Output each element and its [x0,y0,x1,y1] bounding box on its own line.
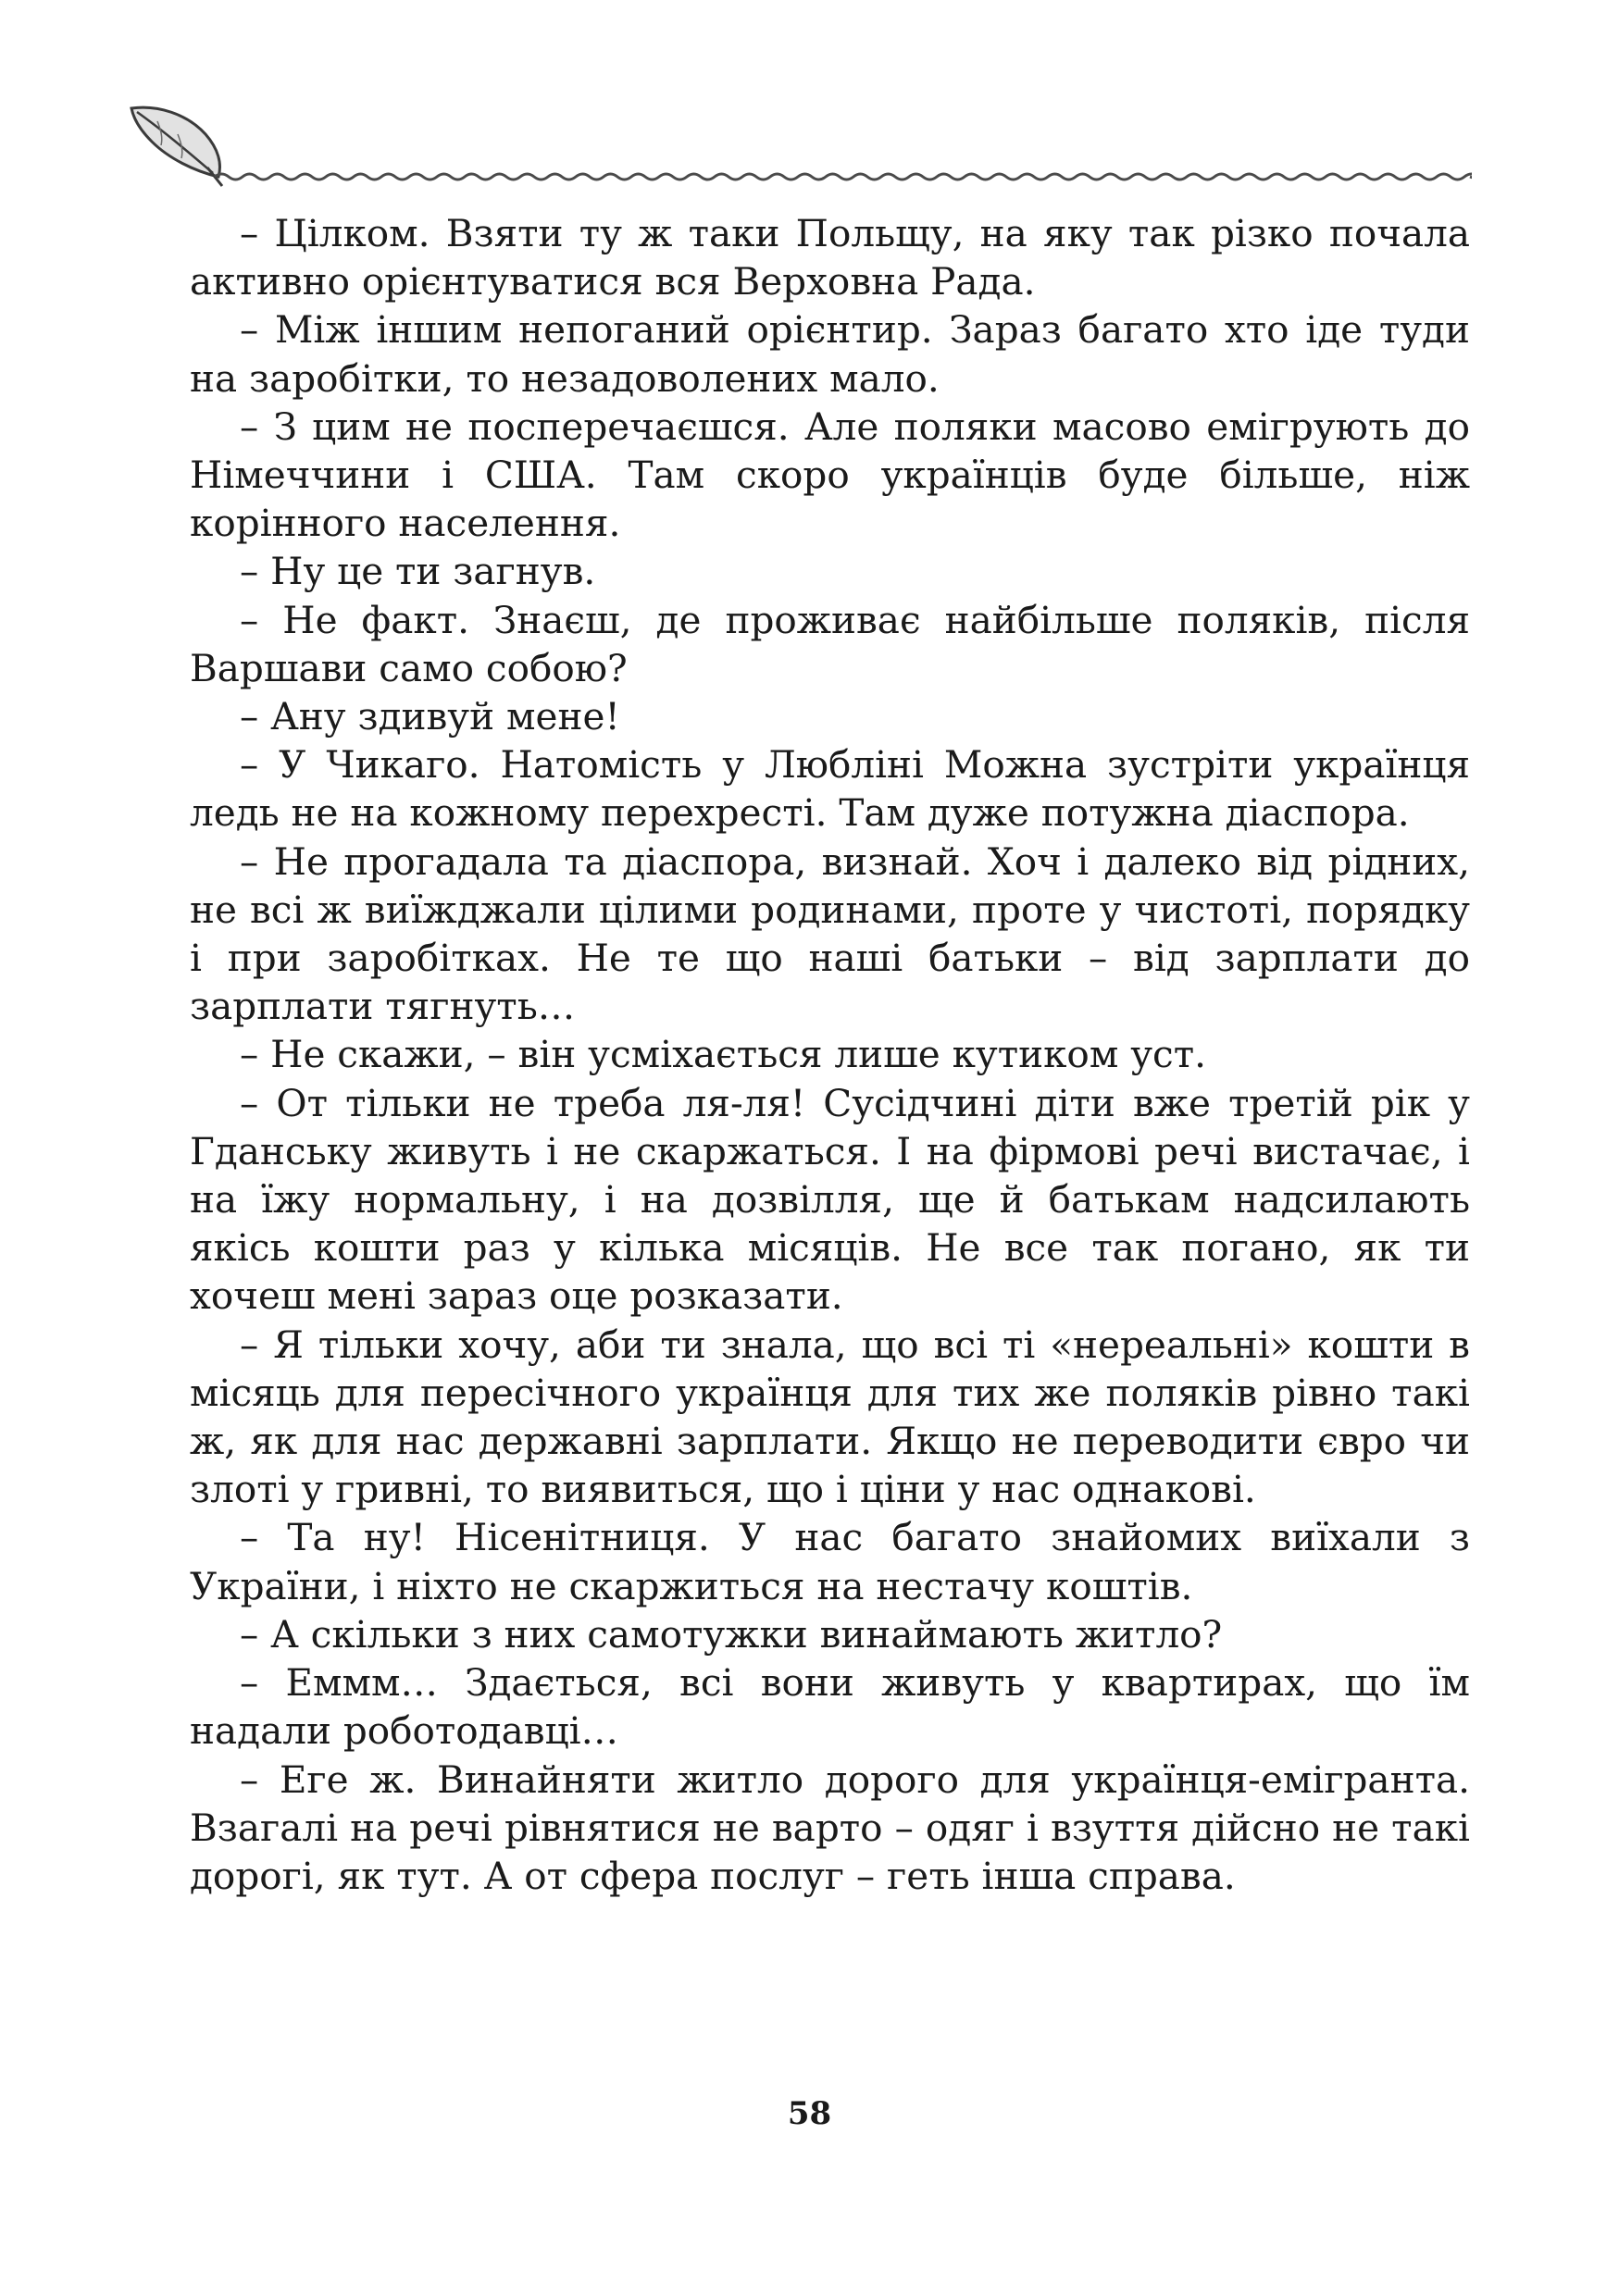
paragraph: – З цим не посперечаєшся. Але поляки масово емігрують до Німеччини і США. Там скоро українців буде більше, ніж корінного населення. [190,403,1470,546]
paragraph: – Не прогадала та діаспора, визнай. Хоч і далеко від рідних, не всі ж виїжджали цілими родинами, проте у чистоті, порядку і при заробітках. Не те що наші батьки – від зарплати до зарплати тягнуть… [190,838,1470,1029]
body-text [190,209,1470,1900]
paragraph: – А скільки з них самотужки винаймають житло? [240,1611,1223,1657]
paragraph: – Цілком. Взяти ту ж таки Польщу, на яку так різко почала активно орієнтуватися вся Верховна Рада. [190,211,1470,304]
paragraph: – Еге ж. Винайняти житло дорого для українця-емігранта. Взагалі на речі рівнятися не варто – одяг і взуття дійсно не такі дорогі, як тут. А от сфера послуг – геть інша справа. [190,1756,1470,1898]
paragraph: – Не факт. Знаєш, де проживає найбільше поляків, після Варшави само собою? [190,597,1470,690]
wavy-divider-line [215,174,1472,180]
paragraph: – У Чикаго. Натомість у Любліні Можна зустріти українця ледь не на кожному перехресті. Там дуже потужна діаспора. [190,742,1470,836]
paragraph: – Я тільки хочу, аби ти знала, що всі ті «нереальні» кошти в місяць для пересічного українця для тих же поляків рівно такі ж, як для нас державні зарплати. Якщо не переводити євро чи злоті у гривні, то виявиться, що і ціни у нас однакові. [190,1322,1470,1512]
paragraph: – Не скажи, – він усміхається лише кутиком уст. [240,1032,1206,1077]
paragraph: – Між іншим непоганий орієнтир. Зараз багато хто іде туди на заробітки, то незадоволених мало. [190,307,1470,401]
paragraph: – Ану здивуй мене! [240,694,620,739]
page-number: 58 [787,2095,832,2132]
paragraph: – Ну це ти загнув. [240,549,596,594]
paragraph: – Та ну! Нісенітниця. У нас багато знайомих виїхали з України, і ніхто не скаржиться на нестачу коштів. [190,1515,1470,1608]
feather-quill-icon [131,107,222,186]
paragraph: – Еммм… Здається, всі вони живуть у квартирах, що їм надали роботодавці… [190,1660,1470,1754]
header-ornament [130,97,1472,199]
paragraph: – От тільки не треба ля-ля! Сусідчині діти вже третій рік у Гданську живуть і не скаржаться. І на фірмові речі вистачає, і на їжу нормальну, і на дозвілля, ще й батькам надсилають якісь кошти раз у кілька місяців. Не все так погано, як ти хочеш мені зараз оце розказати. [190,1080,1470,1319]
